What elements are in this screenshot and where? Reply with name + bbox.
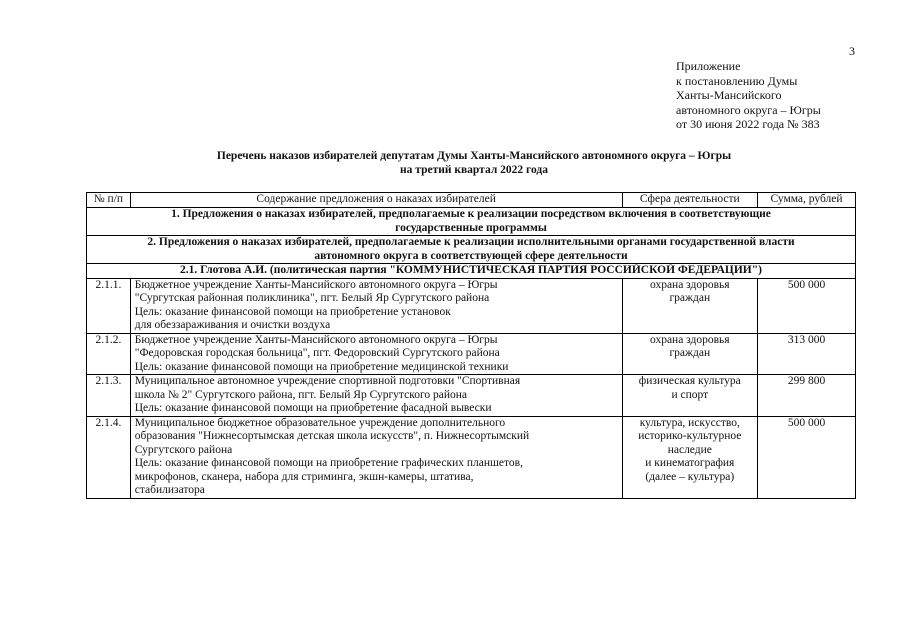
content-line: Цель: оказание финансовой помощи на приобретение медицинской техники [134,360,509,373]
table-header-row [87,193,856,208]
content-line: Цель: оказание финансовой помощи на приобретение фасадной вывески [134,402,492,414]
content-line: Цель: оказание финансовой помощи на приобретение графических планшетов, [134,457,523,469]
content-line: стабилизатора [134,484,205,496]
content-line: Бюджетное учреждение Ханты-Мансийского автономного округа – Югры [134,333,498,346]
appendix-line: к постановлению Думы [676,73,798,88]
title-line-1: Перечень наказов избирателей депутатам Думы Ханты-Мансийского автономного округа – Югры [216,150,732,162]
subsection-heading: 2.1. Глотова А.И. (политическая партия "КОММУНИСТИЧЕСКАЯ ПАРТИЯ РОССИЙСКОЙ ФЕДЕРАЦИИ") [87,264,856,279]
content-line: Муниципальное автономное учреждение спортивной подготовки "Спортивная [134,375,521,387]
content-line: школа № 2" Сургутского района, пгт. Белый Яр Сургутского района [134,388,468,401]
sphere-line: культура, искусство, [639,416,740,429]
row-content [130,416,622,498]
header-sum: Сумма, рублей [758,193,856,208]
appendix-line: автономного округа – Югры [676,102,821,117]
content-line: "Сургутская районная поликлиника", пгт. Белый Яр Сургутского района [134,292,490,304]
title-line-2: на третий квартал 2022 года [400,164,548,176]
header-sphere: Сфера деятельности [622,193,757,208]
document-title [90,149,858,177]
row-sum: 299 800 [758,375,856,417]
header-num: № п/п [87,193,131,208]
content-line: микрофонов, сканера, набора для стриминга, экшн-камеры, штатива, [134,470,474,483]
section-1-heading [87,208,856,236]
row-sum: 500 000 [758,278,856,333]
section-1-row [87,208,856,236]
content-line: "Федоровская городская больница", пгт. Федоровский Сургутского района [134,347,500,359]
appendix-block [676,59,821,132]
row-content [130,375,622,417]
content-line: Цель: оказание финансовой помощи на приобретение установок [134,305,451,318]
sphere-line: историко-культурное [638,430,742,442]
subsection-row [87,264,856,279]
section-2-line-2: автономного округа в соответствующей сфере деятельности [314,249,628,262]
sphere-line: физическая культура [638,375,741,387]
section-2-line-1: 2. Предложения о наказах избирателей, предполагаемые к реализации исполнительными органами государственной власти [147,236,795,248]
sphere-line: охрана здоровья [649,333,730,346]
row-num: 2.1.3. [87,375,131,417]
sphere-line: граждан [669,347,711,359]
orders-table [86,192,856,499]
content-line: Сургутского района [134,443,233,456]
table-row [87,278,856,333]
sphere-line: граждан [669,292,711,304]
row-num: 2.1.1. [87,278,131,333]
appendix-line: от 30 июня 2022 года № 383 [676,117,820,132]
row-sphere [622,416,757,498]
sphere-line: и кинематография [645,457,735,469]
row-content [130,333,622,375]
appendix-line: Ханты-Мансийского [676,88,782,103]
row-num: 2.1.2. [87,333,131,375]
row-content [130,278,622,333]
page-number: 3 [849,44,855,58]
section-1-line-2: государственные программы [395,221,547,234]
row-sphere [622,278,757,333]
content-line: Бюджетное учреждение Ханты-Мансийского автономного округа – Югры [134,278,498,291]
header-content: Содержание предложения о наказах избирателей [130,193,622,208]
table-row [87,375,856,417]
row-sphere [622,375,757,417]
content-line: для обеззараживания и очистки воздуха [134,319,331,331]
row-num: 2.1.4. [87,416,131,498]
row-sphere [622,333,757,375]
sphere-line: охрана здоровья [649,278,730,291]
content-line: образования "Нижнесортымская детская школа искусств", п. Нижнесортымский [134,430,530,442]
section-2-row [87,236,856,264]
sphere-line: наследие [667,443,712,456]
sphere-line: и спорт [671,388,709,401]
section-2-heading [87,236,856,264]
section-1-line-1: 1. Предложения о наказах избирателей, предполагаемые к реализации посредством включения в соответствующие [171,208,771,220]
content-line: Муниципальное бюджетное образовательное учреждение дополнительного [134,416,506,429]
sphere-line: (далее – культура) [645,470,735,483]
row-sum: 500 000 [758,416,856,498]
table-row [87,333,856,375]
table-row [87,416,856,498]
row-sum: 313 000 [758,333,856,375]
appendix-line: Приложение [676,59,741,73]
